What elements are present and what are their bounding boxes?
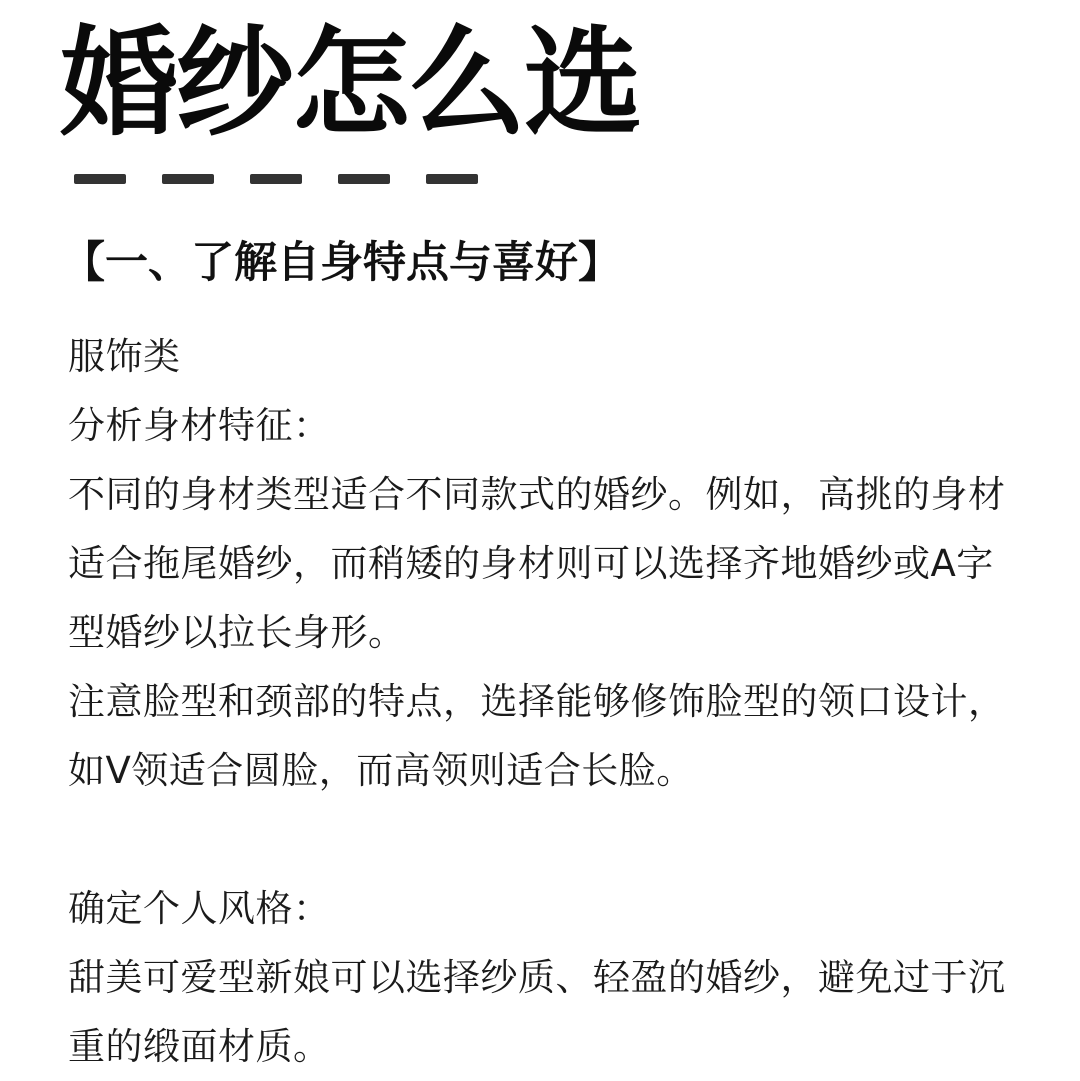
divider-dash bbox=[250, 174, 302, 184]
style-paragraph: 甜美可爱型新娘可以选择纱质、轻盈的婚纱，避免过于沉重的缎面材质。 bbox=[68, 956, 1006, 1068]
section-body bbox=[68, 322, 1008, 1081]
analysis-paragraph: 不同的身材类型适合不同款式的婚纱。例如，高挑的身材适合拖尾婚纱，而稍矮的身材则可以选择齐地婚纱或A字型婚纱以拉长身形。 bbox=[68, 473, 1006, 654]
divider-dash bbox=[74, 174, 126, 184]
paragraph-spacer bbox=[68, 805, 1008, 874]
divider-dash bbox=[162, 174, 214, 184]
divider-dash bbox=[338, 174, 390, 184]
section-heading: 【一、了解自身特点与喜好】 bbox=[62, 238, 621, 288]
page-title: 婚纱怎么选 bbox=[60, 14, 641, 152]
analysis-label: 分析身材特征： bbox=[68, 404, 331, 447]
category-label: 服饰类 bbox=[68, 335, 181, 378]
style-label: 确定个人风格： bbox=[68, 887, 331, 930]
face-note-paragraph: 注意脸型和颈部的特点，选择能够修饰脸型的领口设计，如V领适合圆脸，而高领则适合长脸。 bbox=[68, 680, 1006, 792]
divider-dash bbox=[426, 174, 478, 184]
dash-divider bbox=[74, 174, 478, 184]
